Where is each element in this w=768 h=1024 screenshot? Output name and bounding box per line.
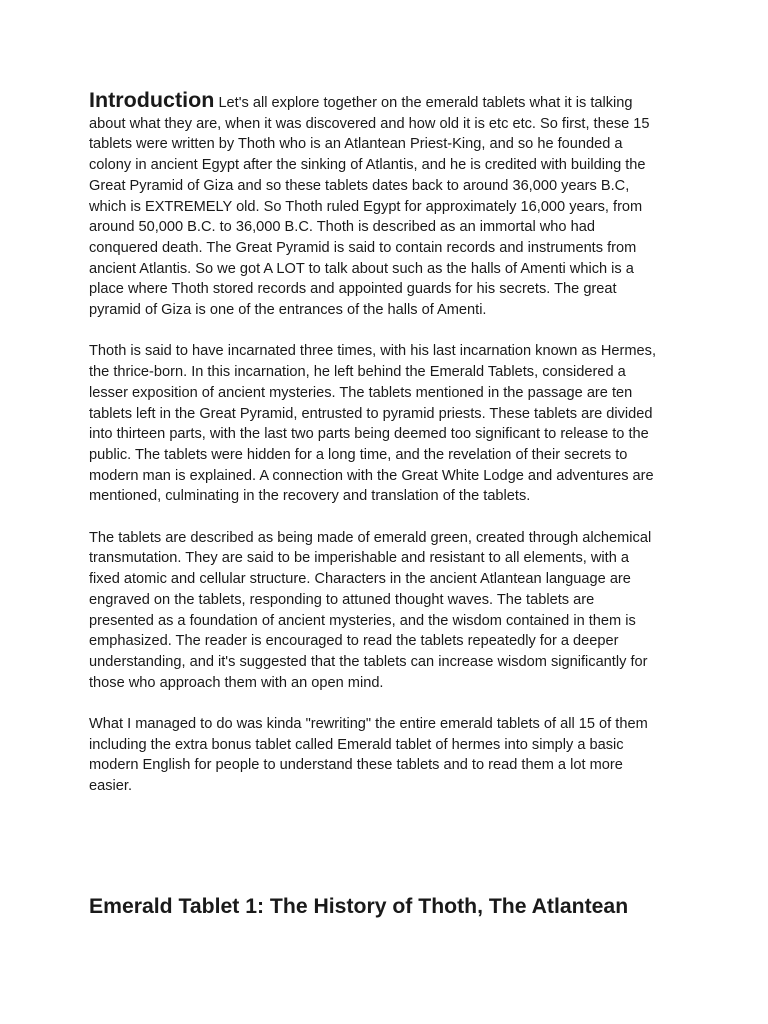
section-heading-tablet-1: Emerald Tablet 1: The History of Thoth, The Atlantean xyxy=(89,895,629,918)
paragraph-thoth-incarnations: Thoth is said to have incarnated three times, with his last incarnation known as Hermes, the thrice-born. In this incarnation, he left behind the Emerald Tablets, considered a lesser exposition of ancient mysteries. The tablets mentioned in the passage are ten tablets left in the Great Pyramid, entrusted to pyramid priests. These tablets are divided into thirteen parts, with the last two parts being deemed too significant to release to the public. The tablets were hidden for a long time, and the revelation of their secrets to modern man is explained. A connection with the Great White Lodge and adventures are mentioned, culminating in the recovery and translation of the tablets. xyxy=(89,343,656,505)
paragraph-tablet-description: The tablets are described as being made of emerald green, created through alchemical transmutation. They are said to be imperishable and resistant to all elements, with a fixed atomic and cellular structure. Characters in the ancient Atlantean language are engraved on the tablets, responding to attuned thought waves. The tablets are presented as a foundation of ancient mysteries, and the wisdom contained in them is emphasized. The reader is encouraged to read the tablets repeatedly for a deeper understanding, and it's suggested that the tablets can increase wisdom significantly for those who approach them with an open mind. xyxy=(89,529,652,691)
intro-paragraph xyxy=(89,90,679,321)
intro-text: Let's all explore together on the emerald tablets what it is talking about what they are, when it was discovered and how old it is etc etc. So first, these 15 tablets were written by Thoth who is an Atlantean Priest-King, and so he founded a colony in ancient Egypt after the sinking of Atlantis, and he is credited with building the Great Pyramid of Giza and so these tablets dates back to around 36,000 years B.C, which is EXTREMELY old. So Thoth ruled Egypt for approximately 16,000 years, from around 50,000 B.C. to 36,000 B.C. Thoth is described as an immortal who had conquered death. The Great Pyramid is said to contain records and instruments from ancient Atlantis. So we got A LOT to talk about such as the halls of Amenti which is a place where Thoth stored records and appointed guards for his secrets. The great pyramid of Giza is one of the entrances of the halls of Amenti. xyxy=(89,95,650,319)
document-body xyxy=(89,90,679,818)
intro-heading: Introduction xyxy=(89,88,215,112)
paragraph-rewriting-note: What I managed to do was kinda "rewriting" the entire emerald tablets of all 15 of them including the extra bonus tablet called Emerald tablet of hermes into simply a basic modern English for people to understand these tablets and to read them a lot more easier. xyxy=(89,716,648,795)
